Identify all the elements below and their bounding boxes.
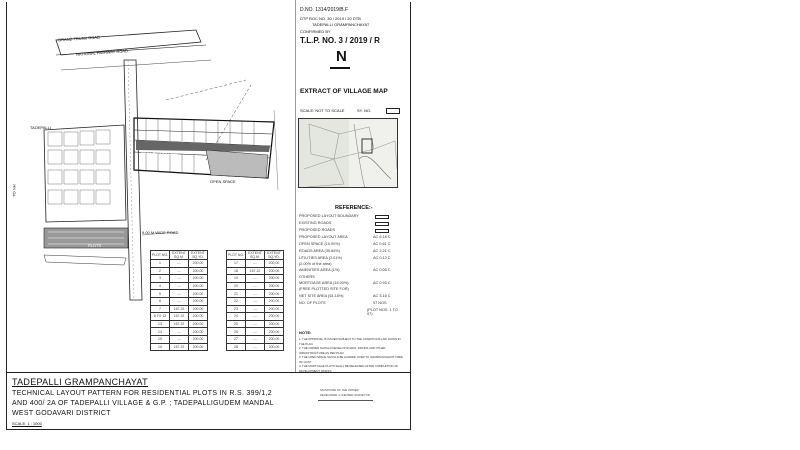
signature-sub: DEVELOPER / LICENSED SURVEYOR [320,393,370,397]
legend-row: AMENITIES AREA (1%) AC 0.06 C [299,268,391,272]
table-row: 6 --- 200.00 [151,297,208,305]
reference-title: REFERENCE:- [335,205,373,211]
tlp-number: T.L.P. NO. 3 / 2019 / R [300,36,380,45]
table-header-row: PLOT NO. EXTENT SQ.M. EXTENT SQ.YD. [227,251,284,260]
note-line: 2. THE OWNER SHOULD DEVELOP ROADS, DRAINS AND OTHER INFRASTRUCTURE AS PER PLAN [299,346,386,355]
legend-row: UTILITIES AREA (2.01%) AC 0.12 C [299,256,391,260]
legend-row: NET SITE AREA (51.15%) AC 3.16 C [299,294,391,298]
table-row: 4 --- 200.00 [151,282,208,290]
table-row: 18 167.22 200.00 [227,267,284,275]
header-line3: CONFIRMED BY [300,29,331,34]
legend-swatch [375,222,389,226]
label-main-road: GRAND TRUNK ROAD [57,34,101,43]
signature-rule [318,400,373,401]
legend-swatch [375,215,389,219]
legend-row: PROPOSED LAYOUT AREA AC 6.18 C [299,235,391,239]
signature-line: SIGNATURE OF THE OWNER [320,388,359,392]
table-row: 27 --- 200.00 [227,335,284,343]
table-row: 2 --- 200.00 [151,267,208,275]
legend-row: PROPOSED ROADS [299,228,399,235]
table-row: 26 --- 200.00 [227,328,284,336]
plot-table-left [150,250,208,351]
legend-swatch [375,229,389,233]
title-line-2: TECHNICAL LAYOUT PATTERN FOR RESIDENTIAL PLOTS IN R.S. 399/1,2 [12,390,272,397]
label-tadepalli: TADEPALLI [30,125,51,130]
legend-row: OPEN SPACE (10.00%) AC 0.61 C [299,242,391,246]
extract-sy: SY. NO. [357,108,372,113]
table-row: 23 --- 200.00 [227,305,284,313]
legend-row: PROPOSED LAYOUT BOUNDARY [299,214,399,221]
label-village-road: TADEPALLI VILLAGE [139,148,179,157]
table-row: 16 167.22 200.00 [151,343,208,351]
legend-row: ROADS AREA (35.84%) AC 2.21 C [299,249,391,253]
extract-legend-box [386,108,400,114]
village-map-image [299,119,398,188]
table-header-row: PLOT NO. EXTENT SQ.M. EXTENT SQ.YD. [151,251,208,260]
label-plots: PLOTS [88,243,102,248]
table-row: 5 --- 200.00 [151,290,208,298]
label-open-space: OPEN SPACE [210,179,236,184]
table-row: 8 TO 12 167.22 200.00 [151,313,208,321]
note-block [299,337,404,373]
table-row: 3 --- 200.00 [151,275,208,283]
table-row: 28 --- 200.00 [227,343,284,351]
table-row: 19 --- 200.00 [227,275,284,283]
legend-row: NO. OF PLOTS 97 NOS [299,301,387,305]
legend-row: EXISTING ROADS [299,221,399,228]
legend-row: (FREE PLOTTED SITE FOR) [299,287,349,291]
north-arrow-letter: N [336,48,347,65]
label-to-nh: TO NH [11,184,17,197]
header-line2: TADEPALLI GRAMPANCHAYAT [312,22,370,27]
village-map-extract [298,118,398,188]
extract-scale: SCALE: NOT TO SCALE [300,108,345,113]
table-row: 22 --- 200.00 [227,297,284,305]
table-row: 17 --- 200.00 [227,260,284,268]
title-grampanchayat: TADEPALLI GRAMPANCHAYAT [12,377,148,387]
header-code: D.NO. 1314/2019/B.F [300,7,349,13]
legend-row: (PLOT NOS. 1 TO 97) [367,308,398,316]
north-arrow-icon [330,67,350,69]
table-row: 24 --- 200.00 [227,313,284,321]
title-scale: SCALE: 1 : 1000 [12,421,42,426]
header-line1: DTP ROC NO. 30 / 2019 / 20 DTB [300,16,361,21]
table-row: 13 167.22 200.00 [151,320,208,328]
plot-table-right [226,250,284,351]
label-national-highway: NATIONAL HIGHWAY ROAD [75,48,129,57]
table-row: 21 --- 200.00 [227,290,284,298]
table-row: 15 --- 200.00 [151,335,208,343]
note-title: NOTE: [299,330,312,335]
table-row: 20 --- 200.00 [227,282,284,290]
title-line-4: WEST GODAVARI DISTRICT [12,410,111,417]
legend-row: OTHERS [299,275,315,279]
note-line: 4. THE MORTGAGE PLOTS SHALL BE RELEASED AFTER COMPLETION OF DEVELOPMENT WORKS [299,364,399,373]
legend-row: MORTGAGE AREA (15.00%) AC 0.93 C [299,281,391,285]
legend-row: (2.00% of the area) [299,262,332,266]
title-line-3: AND 400/ 2A OF TADEPALLI VILLAGE & G.P. ; TADEPALLIGUDEM MANDAL [12,400,274,407]
label-road-dim: 9.00 M WIDE ROAD [142,230,179,235]
extract-title: EXTRACT OF VILLAGE MAP [300,88,388,95]
table-row: 7 167.22 200.00 [151,305,208,313]
table-row: 1 --- 200.00 [151,260,208,268]
note-line: 1. THE APPROVAL IS ISSUED SUBJECT TO THE CONDITIONS LAID DOWN IN THE PLAN [299,337,401,346]
table-row: 14 --- 200.00 [151,328,208,336]
note-line: 3. THE OPEN SPACE SHOULD BE HANDED OVER TO GRAMPANCHAYAT FREE OF COST [299,355,403,364]
table-row: 25 --- 200.00 [227,320,284,328]
